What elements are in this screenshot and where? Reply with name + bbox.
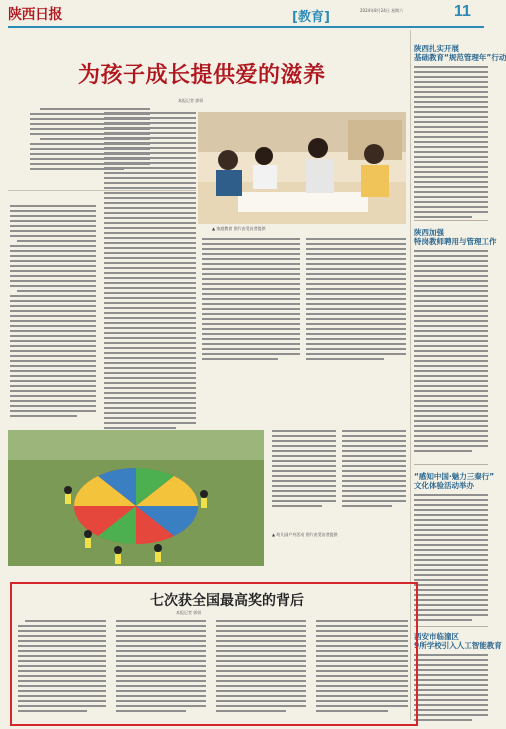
- masthead: 陕西日报: [8, 7, 62, 23]
- lead-headline: 为孩子成长提供爱的滋养: [78, 63, 326, 88]
- header-rule: [8, 26, 484, 28]
- sidebar-title-2: [414, 228, 497, 246]
- sidebar-title-1: [414, 44, 506, 62]
- sidebar-title-4: [414, 632, 502, 650]
- sidebar-title-4-line2: 9所学校引入人工智能教育: [414, 641, 502, 650]
- featured-column-1: [18, 620, 106, 715]
- lead-column-6: [342, 430, 406, 510]
- lead-column-3: [202, 238, 300, 363]
- lead-column-4: [306, 238, 406, 363]
- family-photo-image: [198, 112, 406, 224]
- sidebar-rule-1: [414, 220, 488, 221]
- featured-article-byline: 本报记者 郭妍: [176, 610, 202, 615]
- parachute-photo-image: [8, 430, 264, 566]
- sidebar-title-4-line1: 西安市临潼区: [414, 632, 459, 641]
- sidebar-text-2: [414, 250, 488, 455]
- page-number: 11: [454, 3, 471, 20]
- featured-column-2: [116, 620, 206, 715]
- section-tag: [教育]: [292, 10, 330, 25]
- lead-column-1: [10, 205, 96, 420]
- sidebar-title-2-line1: 陕西加强: [414, 228, 444, 237]
- sidebar-title-1-line2: 基础教育“规范管理年”行动: [414, 53, 506, 62]
- family-photo-caption: ▲ 家庭教育 图片由受访者提供: [212, 226, 266, 231]
- issue-date: 2024年8月24日 星期六: [360, 8, 404, 13]
- featured-article-headline: 七次获全国最高奖的背后: [150, 593, 304, 609]
- sidebar-title-3-line2: 文化体验活动举办: [414, 481, 474, 490]
- sidebar-title-3: [414, 472, 494, 490]
- sidebar-title-2-line2: 特岗教师聘用与管理工作: [414, 237, 497, 246]
- sidebar-text-3: [414, 494, 488, 624]
- lead-byline: 本报记者 郭妍: [178, 98, 204, 103]
- sidebar-text-4: [414, 654, 488, 724]
- sidebar-title-3-line1: “感知中国·魅力三秦行”: [414, 472, 495, 481]
- featured-column-3: [216, 620, 306, 715]
- sidebar-rule-2: [414, 464, 488, 465]
- parachute-photo-caption: ▲ 幼儿园户外活动 图片由受访者提供: [272, 532, 338, 537]
- family-photo: [198, 112, 406, 224]
- parachute-photo: [8, 430, 264, 566]
- lead-column-2: [104, 112, 196, 432]
- sidebar-title-1-line1: 陕西扎实开展: [414, 44, 459, 53]
- lead-column-5: [272, 430, 336, 510]
- sidebar-text-1: [414, 66, 488, 221]
- featured-column-4: [316, 620, 408, 715]
- sidebar-rule-3: [414, 626, 488, 627]
